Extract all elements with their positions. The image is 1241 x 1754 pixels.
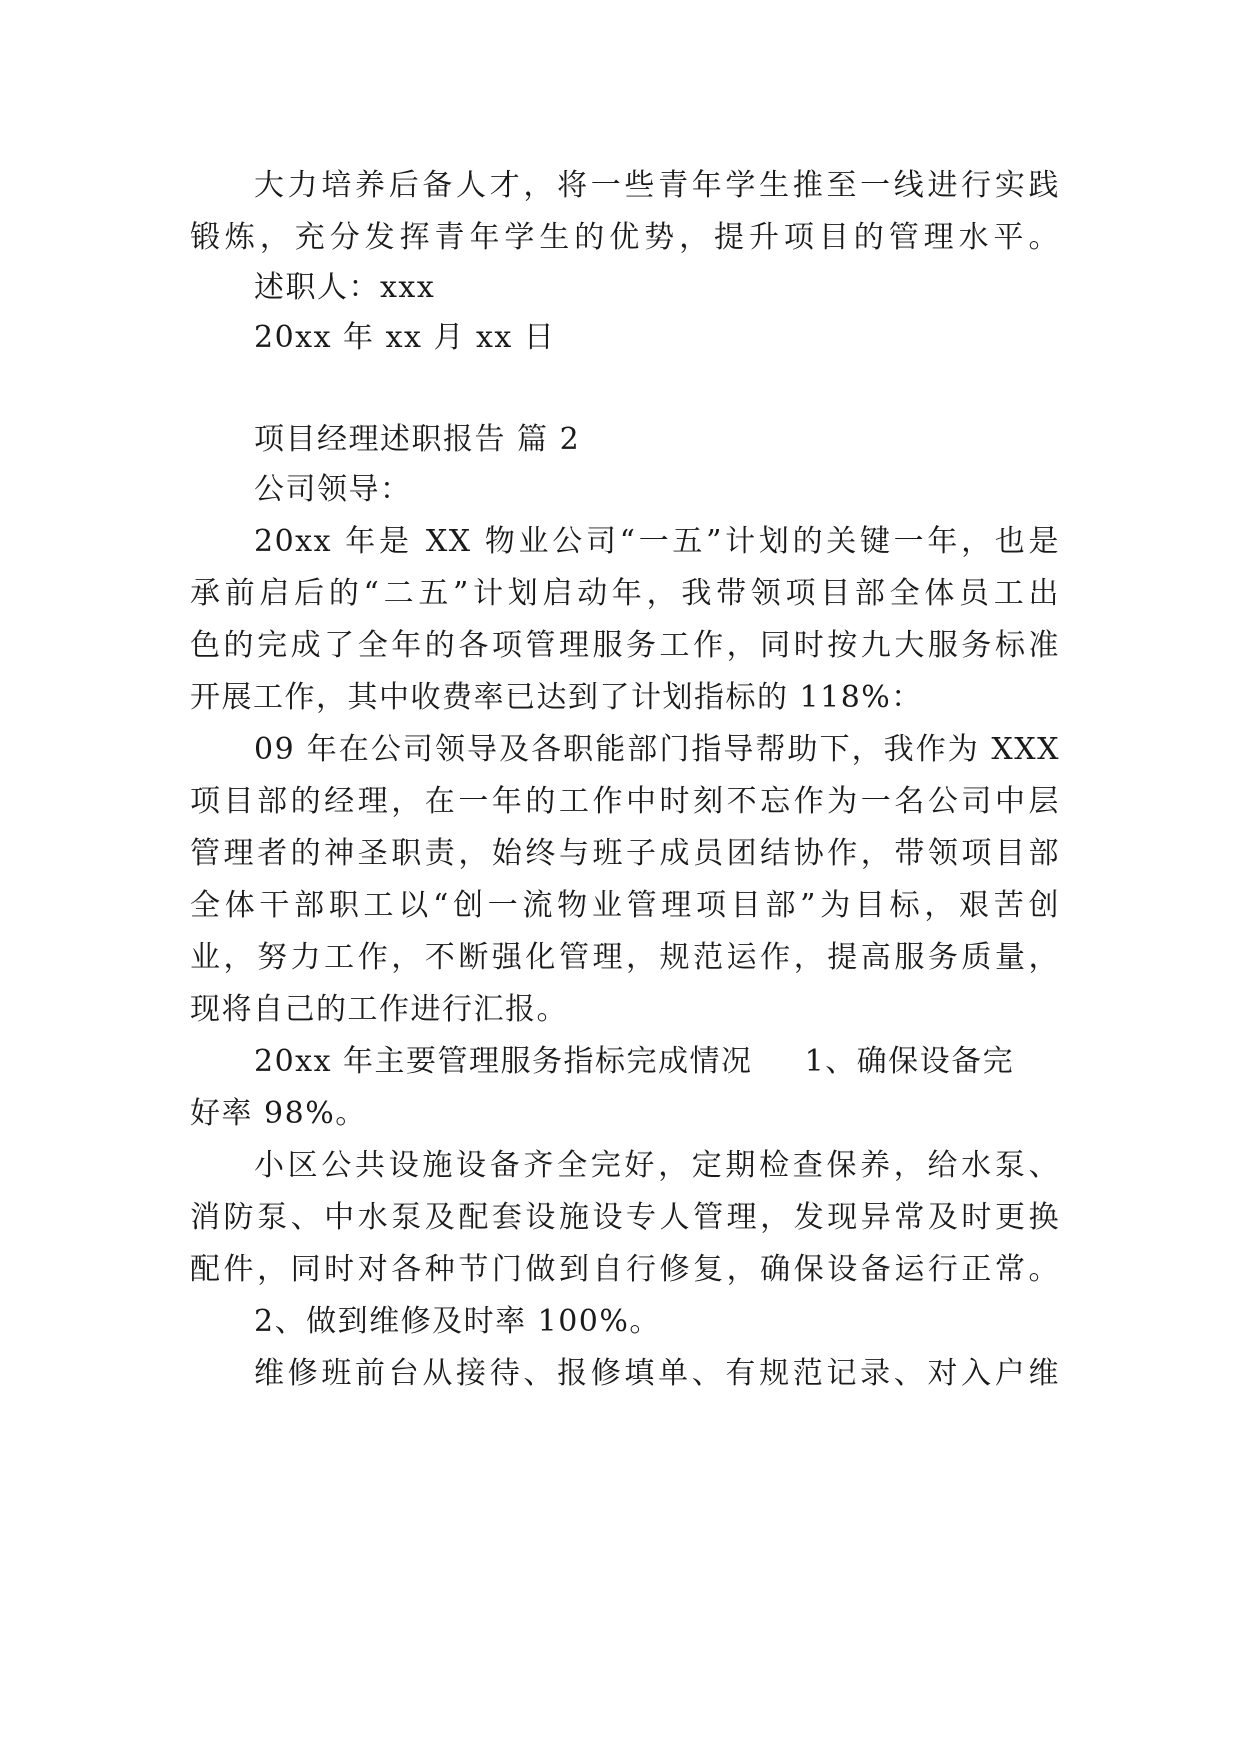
indicator-heading: 20xx 年主要管理服务指标完成情况 bbox=[254, 1044, 753, 1079]
paragraph-line: 20xx 年是 XX 物业公司“一五”计划的关键一年，也是 bbox=[254, 524, 1060, 559]
paragraph-line: 锻炼，充分发挥青年学生的优势，提升项目的管理水平。 bbox=[190, 220, 1060, 255]
indicator-item-1: 1、确保设备完 bbox=[804, 1044, 1015, 1079]
paragraph-line: 管理者的神圣职责，始终与班子成员团结协作，带领项目部 bbox=[190, 836, 1060, 871]
paragraph-line: 承前启后的“二五”计划启动年，我带领项目部全体员工出 bbox=[190, 576, 1060, 611]
paragraph-line: 现将自己的工作进行汇报。 bbox=[190, 992, 568, 1027]
paragraph-line: 全体干部职工以“创一流物业管理项目部”为目标，艰苦创 bbox=[190, 888, 1060, 923]
paragraph-line: 维修班前台从接待、报修填单、有规范记录、对入户维 bbox=[254, 1356, 1060, 1391]
paragraph-line: 项目部的经理，在一年的工作中时刻不忘作为一名公司中层 bbox=[190, 784, 1060, 819]
paragraph-line: 消防泵、中水泵及配套设施设专人管理，发现异常及时更换 bbox=[190, 1200, 1060, 1235]
indicator-heading-line bbox=[254, 1042, 1060, 1082]
paragraph-line: 大力培养后备人才，将一些青年学生推至一线进行实践 bbox=[254, 168, 1060, 203]
paragraph-line: 色的完成了全年的各项管理服务工作，同时按九大服务标准 bbox=[190, 628, 1060, 663]
indicator-item-2: 2、做到维修及时率 100%。 bbox=[254, 1304, 661, 1339]
paragraph-line: 09 年在公司领导及各职能部门指导帮助下，我作为 XXX bbox=[254, 732, 1060, 767]
paragraph-line: 开展工作，其中收费率已达到了计划指标的 118%： bbox=[190, 680, 923, 715]
paragraph-line: 好率 98%。 bbox=[190, 1096, 367, 1131]
paragraph-line: 业，努力工作，不断强化管理，规范运作，提高服务质量， bbox=[190, 940, 1060, 975]
paragraph-line: 小区公共设施设备齐全完好，定期检查保养，给水泵、 bbox=[254, 1148, 1060, 1183]
section-heading: 项目经理述职报告 篇 2 bbox=[254, 422, 581, 457]
salutation: 公司领导： bbox=[254, 472, 412, 507]
paragraph-line: 配件，同时对各种节门做到自行修复，确保设备运行正常。 bbox=[190, 1252, 1060, 1287]
reporter-signature: 述职人：xxx bbox=[254, 270, 436, 305]
report-date: 20xx 年 xx 月 xx 日 bbox=[254, 320, 556, 355]
